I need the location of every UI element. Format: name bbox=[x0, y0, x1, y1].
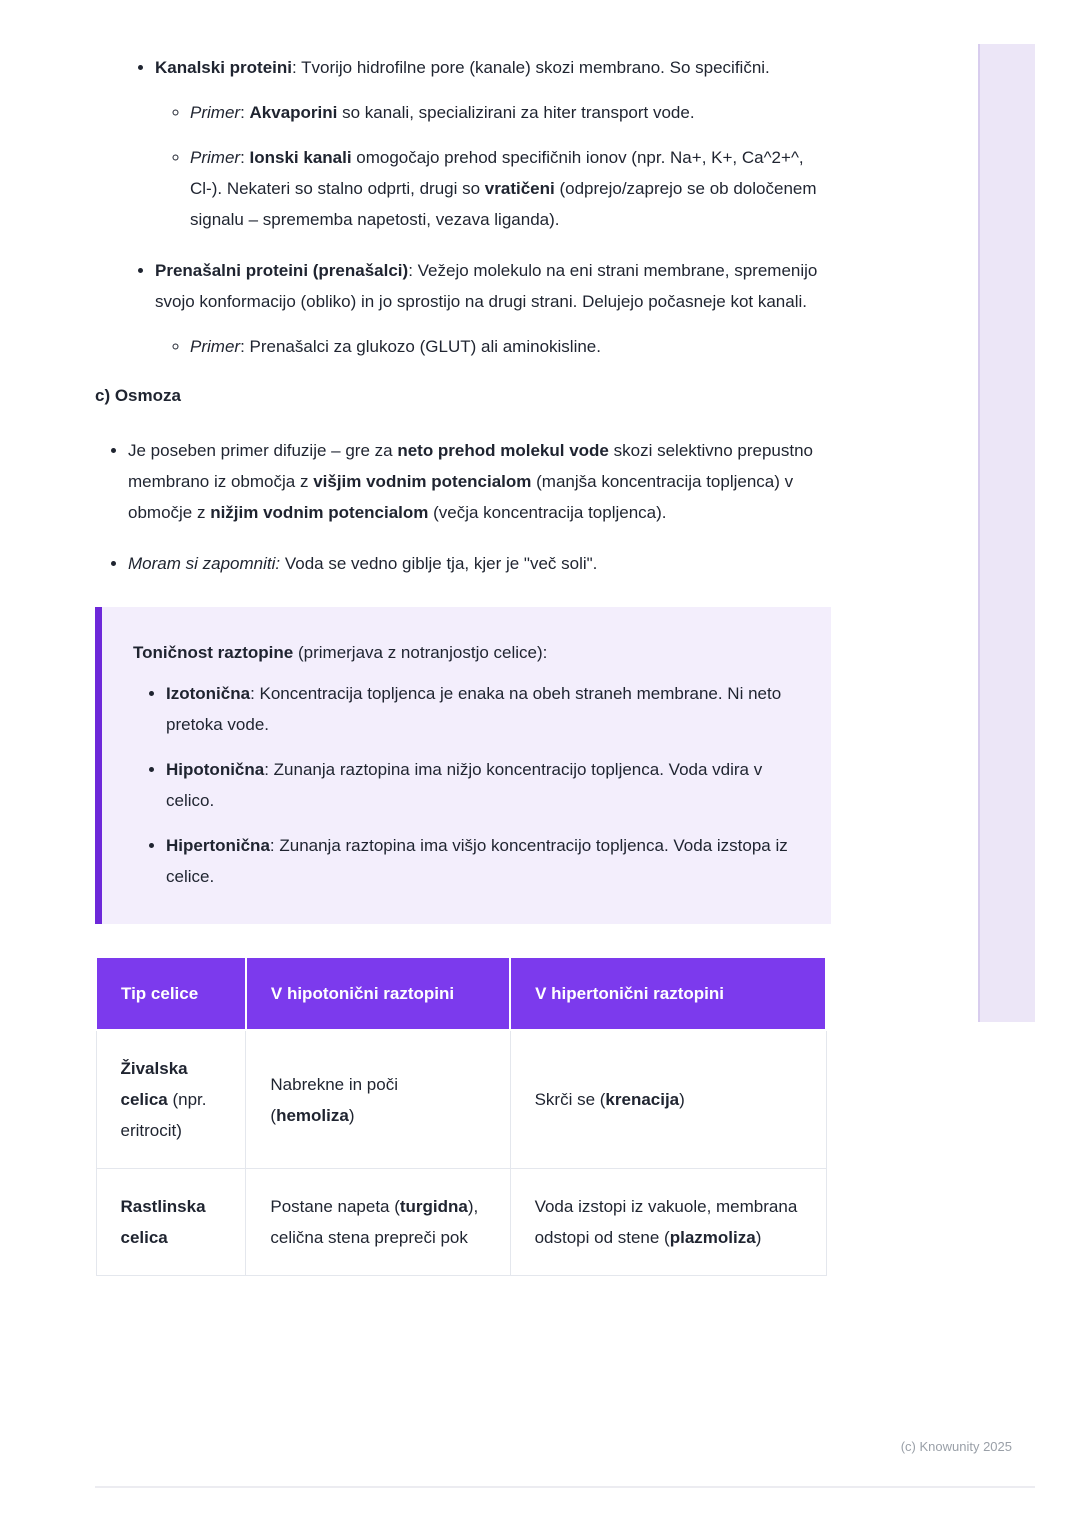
list-item-hipertonicna bbox=[166, 830, 791, 892]
hipertonicna-text: • Hipertonična: Zunanja raztopina ima višjo koncentracijo topljenca. Voda izstopa iz celice. bbox=[166, 836, 788, 886]
list-item-prenasalni-proteini bbox=[155, 255, 831, 362]
list-item-izotonicna bbox=[166, 678, 791, 740]
kanalski-examples-list bbox=[155, 97, 831, 235]
table-header-hipotonicna-raztopina: V hipotonični raztopini bbox=[246, 957, 510, 1030]
cell-zivalska-hipotonicna: Nabrekne in poči (hemoliza) bbox=[246, 1030, 510, 1169]
page-bottom-divider bbox=[95, 1486, 1035, 1488]
scrollbar-track[interactable] bbox=[978, 44, 1035, 1022]
tonicity-table bbox=[95, 956, 827, 1276]
membrane-proteins-list bbox=[95, 52, 831, 362]
callout-title: Toničnost raztopine (primerjava z notranjostjo celice): bbox=[133, 643, 548, 662]
list-item-primer-ionski-kanali bbox=[190, 142, 831, 235]
cell-rastlinska-hipertonicna: Voda izstopi iz vakuole, membrana odstopi od stene (plazmoliza) bbox=[510, 1169, 826, 1276]
table-header-tip-celice: Tip celice bbox=[96, 957, 246, 1030]
cell-zivalska-celica: Živalska celica (npr. eritrocit) bbox=[96, 1030, 246, 1169]
list-item-kanalski-proteini bbox=[155, 52, 831, 235]
cell-rastlinska-hipotonicna: Postane napeta (turgidna), celična stena prepreči pok bbox=[246, 1169, 510, 1276]
kanalski-proteini-text: • Kanalski proteini: Tvorijo hidrofilne pore (kanale) skozi membrano. So specifični. bbox=[155, 58, 770, 77]
osmoza-zapomni-text: • Moram si zapomniti: Voda se vedno giblje tja, kjer je "več soli". bbox=[128, 554, 598, 573]
list-item-osmoza-definicija bbox=[128, 435, 831, 528]
prenasalni-proteini-text: • Prenašalni proteini (prenašalci): Vežejo molekulo na eni strani membrane, spremenijo svojo konformacijo (obliko) in jo sprostijo na drugi strani. Delujejo počasneje kot kanali. bbox=[155, 261, 818, 311]
izotonicna-text: • Izotonična: Koncentracija topljenca je enaka na obeh straneh membrane. Ni neto pretoka vode. bbox=[166, 684, 782, 734]
table-row-zivalska-celica bbox=[96, 1030, 826, 1169]
prenasalni-examples-list bbox=[155, 331, 831, 362]
hipotonicna-text: • Hipotonična: Zunanja raztopina ima nižjo koncentracijo topljenca. Voda vdira v celico. bbox=[166, 760, 763, 810]
primer-akvaporini-text: ◦ Primer: Akvaporini so kanali, specializirani za hiter transport vode. bbox=[190, 103, 695, 122]
osmoza-list bbox=[95, 435, 831, 579]
tonicnost-list bbox=[133, 678, 791, 892]
list-item-hipotonicna bbox=[166, 754, 791, 816]
cell-zivalska-hipertonicna: Skrči se (krenacija) bbox=[510, 1030, 826, 1169]
cell-rastlinska-celica: Rastlinska celica bbox=[96, 1169, 246, 1276]
heading-osmoza: c) Osmoza bbox=[95, 386, 181, 405]
table-header-hipertonicna-raztopina: V hipertonični raztopini bbox=[510, 957, 826, 1030]
list-item-primer-glut bbox=[190, 331, 831, 362]
table-header-row bbox=[96, 957, 826, 1030]
osmoza-definicija-text: • Je poseben primer difuzije – gre za neto prehod molekul vode skozi selektivno prepustno membrano iz območja z višjim vodnim potencialom (manjša koncentracija topljenca) v območje z nižjim vodnim potencialom (večja koncentracija topljenca). bbox=[128, 441, 814, 522]
table-row-rastlinska-celica bbox=[96, 1169, 826, 1276]
list-item-osmoza-zapomni bbox=[128, 548, 831, 579]
callout-tonicnost bbox=[95, 607, 831, 924]
primer-glut-text: ◦ Primer: Prenašalci za glukozo (GLUT) ali aminokisline. bbox=[190, 337, 601, 356]
footer-credit: (c) Knowunity 2025 bbox=[900, 1439, 1012, 1454]
document-content bbox=[95, 52, 831, 1276]
list-item-primer-akvaporini bbox=[190, 97, 831, 128]
primer-ionski-kanali-text: ◦ Primer: Ionski kanali omogočajo prehod specifičnih ionov (npr. Na+, K+, Ca^2+^, Cl-). Nekateri so stalno odprti, drugi so vratičeni (odprejo/zaprejo se ob določenem signalu – sprememba napetosti, vezava liganda). bbox=[190, 148, 817, 229]
